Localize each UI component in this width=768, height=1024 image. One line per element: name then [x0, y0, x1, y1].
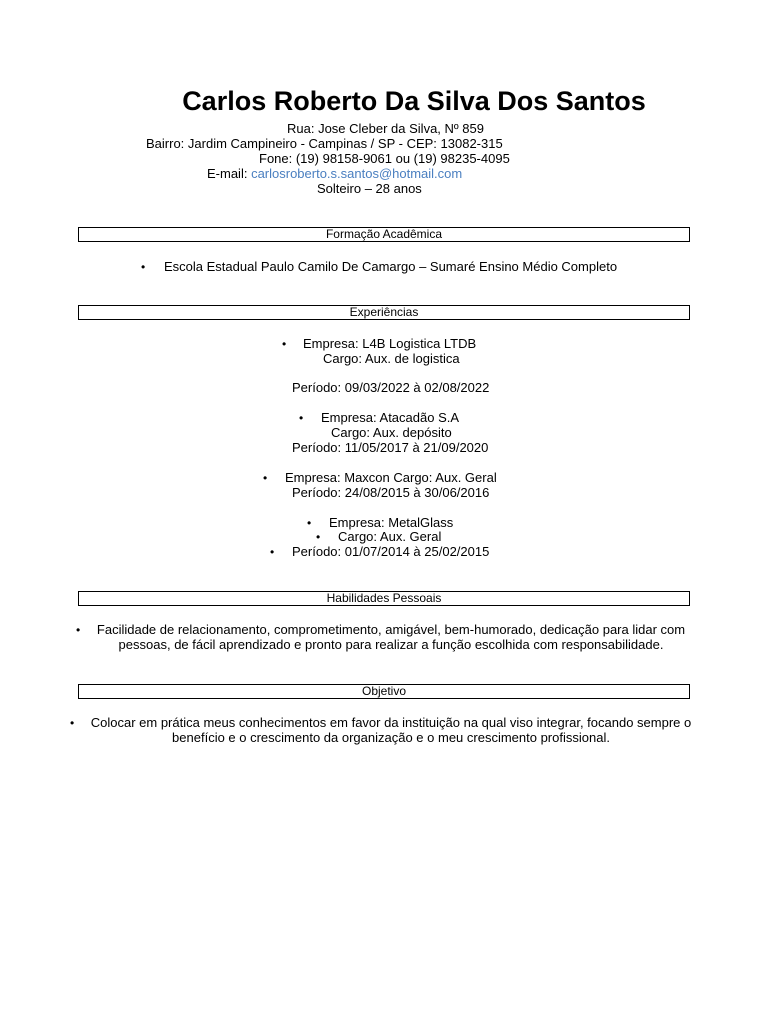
bullet: •: [307, 516, 312, 530]
section-header-education: Formação Acadêmica: [78, 227, 690, 242]
job-2-period: Período: 11/05/2017 à 21/09/2020: [292, 440, 489, 455]
skills-text: Facilidade de relacionamento, comprometimento, amigável, bem-humorado, dedicação para lidar com pessoas, de fácil aprendizado e pronto para realizar a função escolhida com responsabilidade.: [96, 622, 686, 652]
bullet: •: [141, 260, 146, 274]
bullet: •: [316, 530, 321, 544]
section-header-objective: Objetivo: [78, 684, 690, 699]
job-2-role: Cargo: Aux. depósito: [331, 425, 452, 440]
bullet: •: [299, 411, 304, 425]
job-3-company: Empresa: Maxcon Cargo: Aux. Geral: [285, 470, 497, 485]
bullet: •: [263, 471, 268, 485]
address-street: Rua: Jose Cleber da Silva, Nº 859: [287, 121, 484, 136]
job-3-period: Período: 24/08/2015 à 30/06/2016: [292, 485, 490, 500]
section-header-experience: Experiências: [78, 305, 690, 320]
phone: Fone: (19) 98158-9061 ou (19) 98235-4095: [259, 151, 510, 166]
job-4-company: Empresa: MetalGlass: [329, 515, 454, 530]
job-1-period: Período: 09/03/2022 à 02/08/2022: [292, 380, 490, 395]
job-1-company: Empresa: L4B Logistica LTDB: [303, 336, 477, 351]
email-line: [207, 166, 462, 181]
address-district: Bairro: Jardim Campineiro - Campinas / SP - CEP: 13082-315: [146, 136, 503, 151]
objective-text: Colocar em prática meus conhecimentos em favor da instituição na qual viso integrar, focando sempre o benefício e o crescimento da organização e o meu crescimento profissional.: [90, 715, 692, 745]
job-1-role: Cargo: Aux. de logistica: [323, 351, 460, 366]
job-4-period: Período: 01/07/2014 à 25/02/2015: [292, 544, 490, 559]
bullet: •: [282, 337, 287, 351]
bullet: •: [270, 545, 275, 559]
section-header-skills: Habilidades Pessoais: [78, 591, 690, 606]
education-item: Escola Estadual Paulo Camilo De Camargo – Sumaré Ensino Médio Completo: [164, 259, 618, 274]
candidate-name: Carlos Roberto Da Silva Dos Santos: [182, 86, 646, 116]
job-4-role: Cargo: Aux. Geral: [338, 529, 442, 544]
email-link[interactable]: carlosroberto.s.santos@hotmail.com: [251, 166, 463, 181]
job-2-company: Empresa: Atacadão S.A: [321, 410, 460, 425]
bullet: •: [76, 623, 81, 637]
marital-status-age: Solteiro – 28 anos: [317, 181, 422, 196]
email-label: E-mail:: [207, 166, 252, 181]
bullet: •: [70, 716, 75, 730]
